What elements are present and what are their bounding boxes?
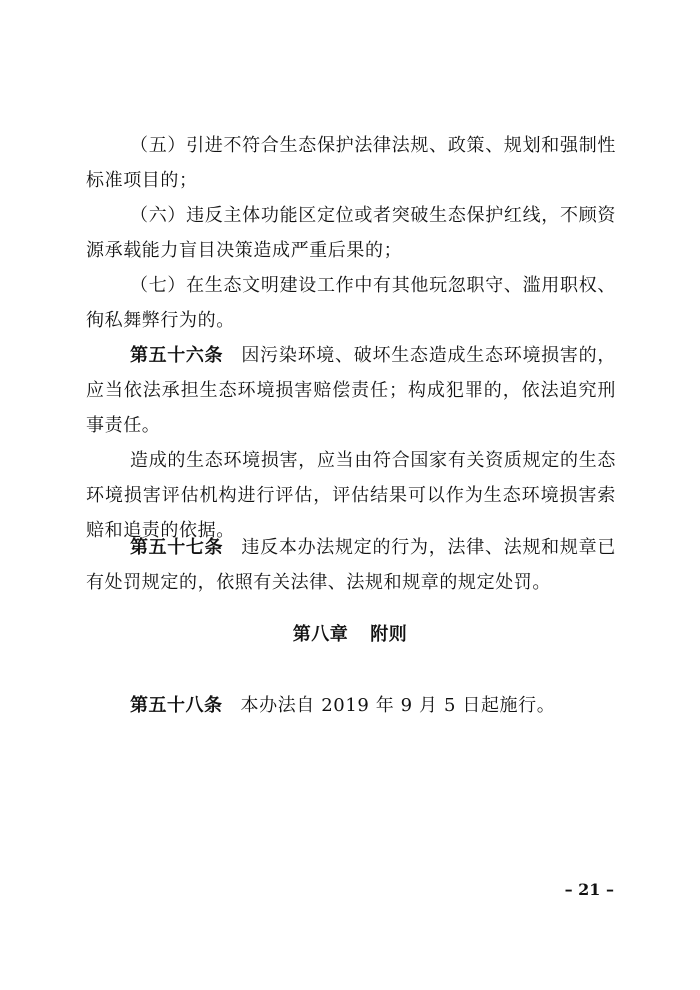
clause-seven (86, 268, 616, 338)
article-57-text: 违反本办法规定的行为，法律、法规和规章已有处罚规定的，依照有关法律、法规和规章的规定处罚。 (86, 537, 617, 593)
clause-six (86, 198, 616, 268)
article-56-text: 因污染环境、破坏生态造成生态环境损害的，应当依法承担生态环境损害赔偿责任；构成犯罪的，依法追究刑事责任。 (86, 345, 617, 436)
article-56 (86, 338, 616, 443)
article-57 (86, 530, 616, 600)
article-58-heading: 第五十八条 (130, 695, 223, 716)
chapter-title: 附则 (370, 624, 408, 645)
article-58 (86, 688, 616, 723)
clause-five-text: （五）引进不符合生态保护法律法规、政策、规划和强制性标准项目的； (86, 135, 616, 191)
clause-seven-text: （七）在生态文明建设工作中有其他玩忽职守、滥用职权、徇私舞弊行为的。 (86, 275, 616, 331)
article-57-heading: 第五十七条 (130, 537, 224, 558)
article-58-text: 本办法自 2019 年 9 月 5 日起施行。 (240, 695, 556, 716)
clause-six-text: （六）违反主体功能区定位或者突破生态保护红线，不顾资源承载能力盲目决策造成严重后果的； (86, 205, 616, 261)
page-number: – 21 – (564, 880, 614, 899)
clause-five (86, 128, 616, 198)
chapter-number: 第八章 (292, 624, 349, 645)
damage-assessment-text: 造成的生态环境损害，应当由符合国家有关资质规定的生态环境损害评估机构进行评估，评估结果可以作为生态环境损害索赔和追责的依据。 (86, 450, 616, 541)
article-56-heading: 第五十六条 (130, 345, 224, 366)
chapter-heading (0, 620, 700, 646)
